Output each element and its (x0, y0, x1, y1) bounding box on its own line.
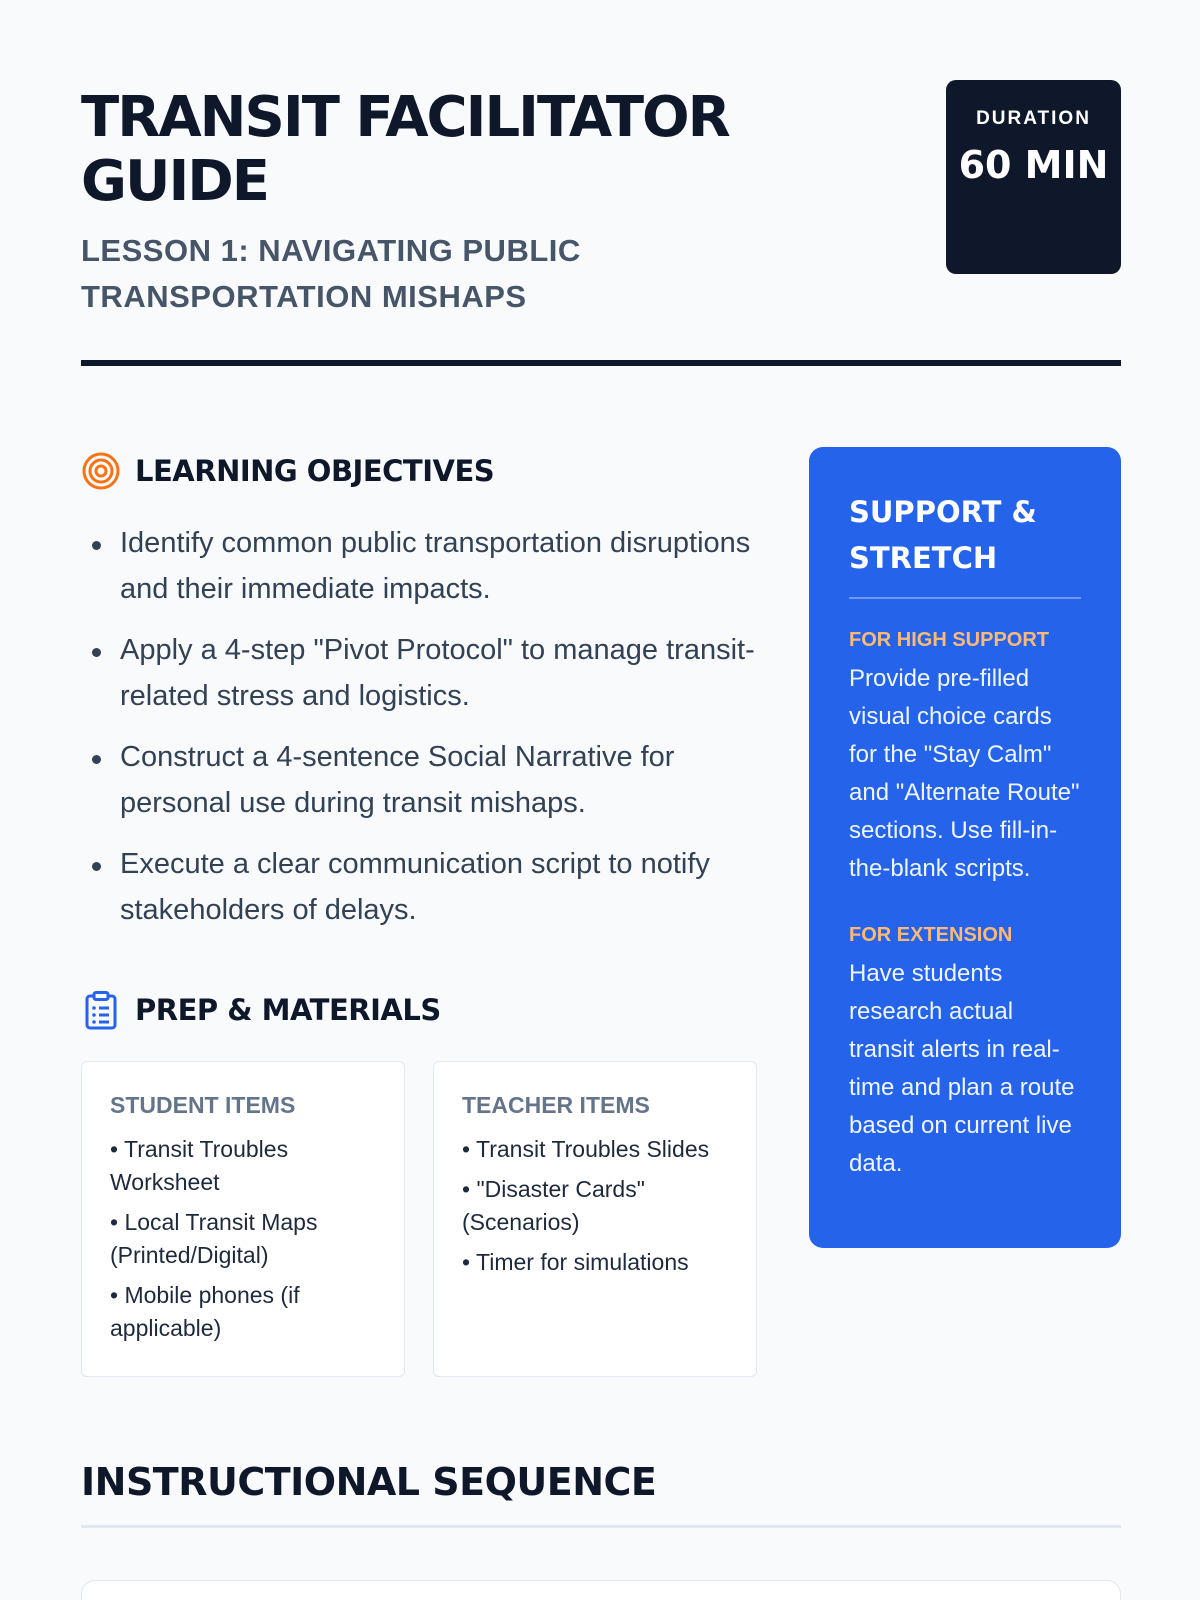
duration-badge (946, 80, 1121, 274)
list-item: • "Disaster Cards" (Scenarios) (462, 1176, 645, 1235)
list-item: • Transit Troubles Worksheet (110, 1136, 289, 1195)
list-item: • Transit Troubles Slides (462, 1136, 710, 1162)
sequence-divider (81, 1525, 1121, 1528)
support-stretch-panel (809, 447, 1121, 1248)
clipboard-icon (81, 990, 121, 1030)
objectives-heading (81, 451, 494, 491)
support-divider (849, 597, 1081, 599)
list-item: Construct a 4-sentence Social Narrative for personal use during transit mishaps. (81, 734, 761, 826)
objectives-list (81, 520, 761, 948)
list-item: Execute a clear communication script to notify stakeholders of delays. (81, 841, 761, 933)
materials-heading (81, 990, 441, 1030)
list-item: • Mobile phones (if applicable) (110, 1282, 300, 1341)
high-support-text: Provide pre-filled visual choice cards for the "Stay Calm" and "Alternate Route" sections. Use fill-in-the-blank scripts. (849, 664, 1080, 882)
list-item: • Timer for simulations (462, 1249, 689, 1275)
target-icon (81, 451, 121, 491)
list-item: Apply a 4-step "Pivot Protocol" to manage transit-related stress and logistics. (81, 627, 761, 719)
extension-label: FOR EXTENSION (849, 923, 1013, 946)
student-items-list (110, 1133, 384, 1345)
high-support-label: FOR HIGH SUPPORT (849, 628, 1050, 651)
list-item: Identify common public transportation disruptions and their immediate impacts. (81, 520, 761, 612)
duration-label: DURATION (976, 108, 1091, 129)
list-item: • Local Transit Maps (Printed/Digital) (110, 1209, 318, 1268)
header-divider (81, 360, 1121, 366)
student-items-title: STUDENT ITEMS (110, 1092, 296, 1118)
page-header (81, 80, 1121, 380)
lesson-subtitle: LESSON 1: NAVIGATING PUBLIC TRANSPORTATION MISHAPS (81, 233, 581, 314)
page-title: TRANSIT FACILITATOR GUIDE (81, 85, 729, 214)
support-title: SUPPORT & STRETCH (849, 495, 1037, 575)
teacher-items-card (433, 1061, 757, 1377)
extension-text: Have students research actual transit alerts in real-time and plan a route based on current live data. (849, 959, 1075, 1177)
teacher-items-title: TEACHER ITEMS (462, 1092, 650, 1118)
objectives-heading-label: LEARNING OBJECTIVES (135, 454, 495, 488)
student-items-card (81, 1061, 405, 1377)
sequence-card (81, 1580, 1121, 1600)
duration-value: 60 MIN (958, 143, 1109, 187)
teacher-items-list (462, 1133, 736, 1279)
materials-heading-label: PREP & MATERIALS (135, 993, 441, 1027)
sequence-heading: INSTRUCTIONAL SEQUENCE (81, 1460, 657, 1504)
